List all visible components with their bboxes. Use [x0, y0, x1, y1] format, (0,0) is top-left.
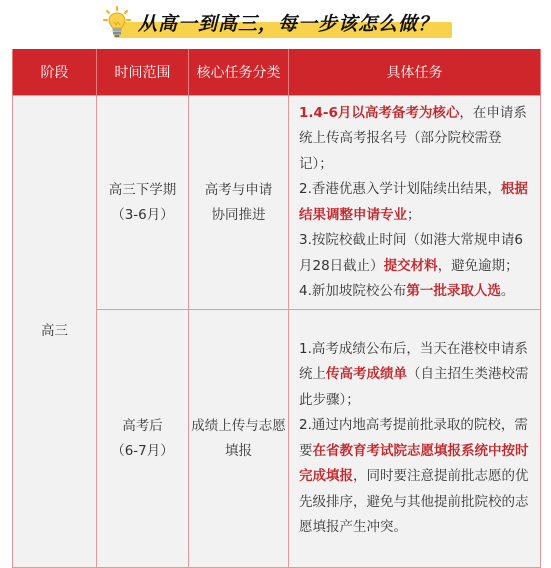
time-range-line1: 高考后 — [122, 417, 163, 434]
table-row — [13, 96, 541, 310]
time-range-cell — [97, 310, 189, 568]
task-highlight-text: 传高考成绩单 — [326, 366, 407, 382]
task-highlight-text: 根据结果调整申请专业 — [299, 181, 528, 223]
tasks-cell — [289, 96, 541, 310]
column-header-stage: 阶段 — [13, 49, 97, 96]
task-text: （自主招生类港校需此步骤）； — [299, 366, 529, 408]
category-line2: 协同推进 — [211, 206, 266, 223]
task-text: 3.按院校截止时间（如港大常规申请6月28日截止） — [299, 232, 523, 274]
column-header-specific-tasks: 具体任务 — [289, 49, 541, 96]
header-banner — [0, 0, 551, 46]
stage-label: 高三 — [41, 323, 68, 339]
task-text: 4.新加坡院校公布 — [299, 283, 407, 299]
time-range-line1: 高三下学期 — [108, 181, 177, 198]
task-item — [299, 101, 532, 178]
task-item — [299, 279, 532, 305]
time-range-line2: （6-7月） — [111, 442, 174, 459]
tasks-cell — [289, 310, 541, 568]
task-item — [299, 228, 532, 279]
column-header-core-category: 核心任务分类 — [189, 49, 289, 96]
task-text: ，避免逾期； — [437, 257, 519, 274]
page-title: 从高一到高三，每一步该怎么做？ — [138, 13, 439, 35]
stage-cell — [13, 96, 97, 568]
task-text: 1.高考成绩公布后，当天在港校申请系统上 — [299, 340, 528, 382]
lightbulb-icon — [102, 6, 132, 40]
task-list — [299, 101, 532, 305]
schedule-table — [12, 49, 541, 568]
task-text: ； — [407, 206, 421, 223]
category-line2: 填报 — [225, 442, 252, 459]
task-highlight-text: 第一批录取人选 — [406, 283, 501, 299]
task-item — [299, 413, 532, 541]
time-range-cell — [97, 96, 189, 310]
task-highlight-text: 提交材料 — [383, 257, 438, 274]
table-header-row — [13, 49, 541, 96]
task-highlight-text: 1.4-6月以高考备考为核心 — [299, 104, 460, 121]
time-range-line2: （3-6月） — [111, 206, 174, 223]
category-line1: 成绩上传与志愿 — [191, 417, 286, 434]
task-list — [299, 337, 532, 541]
task-text: ，同时要注意提前批志愿的优先级排序，避免与其他提前批院校的志愿填报产生冲突。 — [299, 468, 529, 535]
task-text: 。 — [500, 283, 515, 299]
task-highlight-text: 在省教育考试院志愿填报系统中按时完成填报 — [299, 442, 529, 484]
task-text: 2.通过内地高考提前批录取的院校，需要 — [299, 417, 528, 459]
category-cell — [189, 310, 289, 568]
task-item — [299, 337, 532, 414]
task-text: ，在申请系统上传高考报名号（部分院校需登记）； — [299, 104, 527, 172]
task-item — [299, 177, 532, 228]
category-line1: 高考与申请 — [204, 181, 273, 198]
column-header-time-range: 时间范围 — [97, 49, 189, 96]
title-wrap — [100, 6, 460, 40]
task-text: 2.香港优惠入学计划陆续出结果， — [299, 181, 501, 197]
category-cell — [189, 96, 289, 310]
